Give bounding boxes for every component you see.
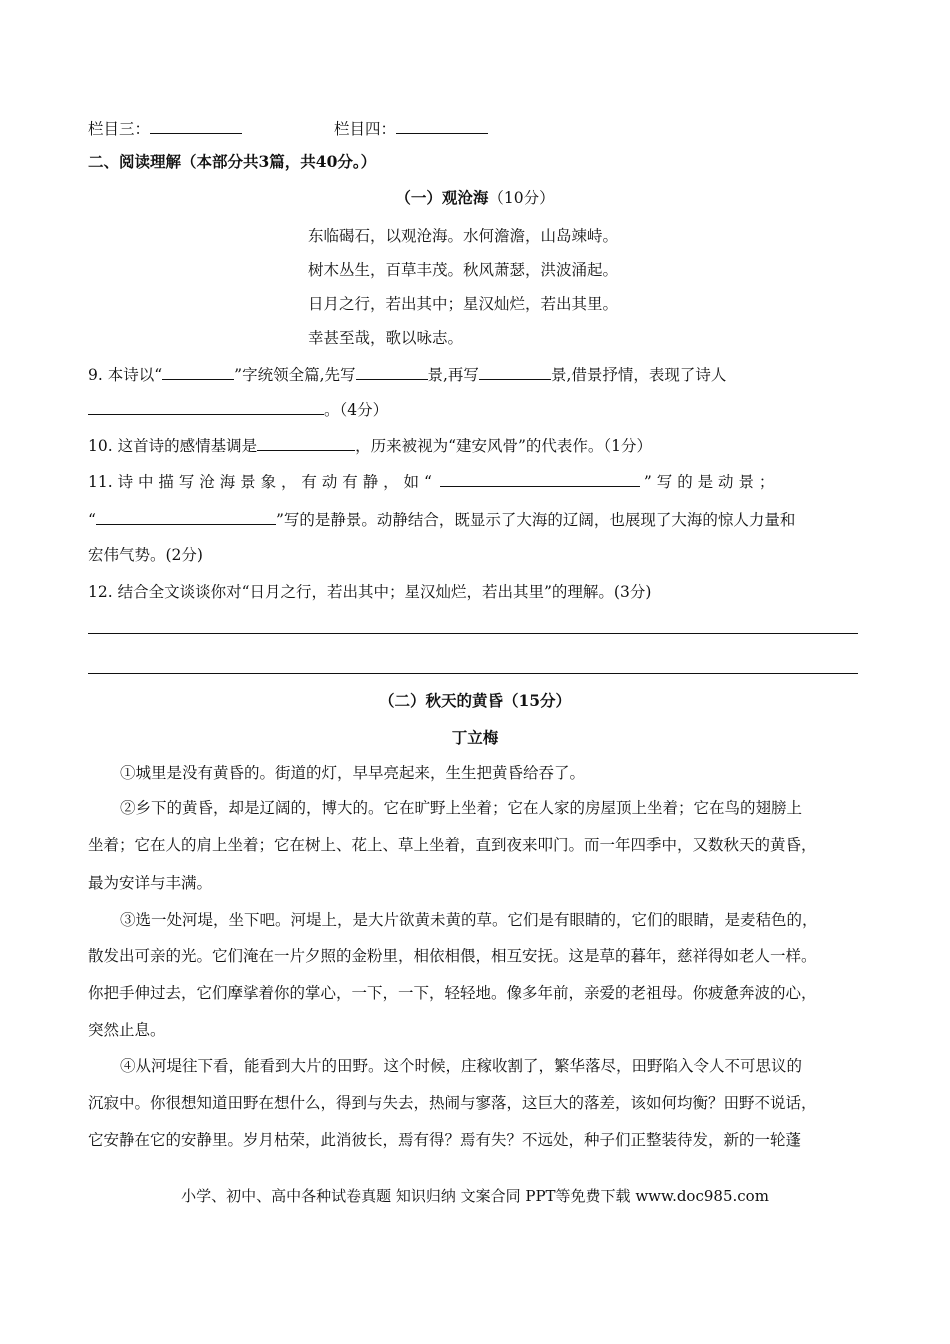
q10-blank[interactable] [257,433,355,451]
col3-blank[interactable] [150,116,242,134]
essay-line: 最为安详与丰满。 [88,874,213,892]
col4-blank[interactable] [396,116,488,134]
essay-heading: （二）秋天的黄昏（15分） [378,691,572,710]
essay-author: 丁立梅 [451,728,499,747]
question-11 [88,469,863,493]
q11-text-b: ” 写 的 是 动 景 ； [643,473,775,491]
q9-blank-1[interactable] [162,362,234,380]
col3-label: 栏目三： [88,120,151,138]
q11-text-d: ”写的是静景。动静结合，既显示了大海的辽阔，也展现了大海的惊人力量和 [275,511,796,529]
essay-line: ①城里是没有黄昏的。街道的灯，早早亮起来，生生把黄昏给吞了。 [120,764,586,782]
q9-blank-2[interactable] [356,362,428,380]
question-11-cont [88,507,863,531]
q9-text-e: 。（4分） [324,401,389,419]
answer-line[interactable] [88,672,858,674]
col4-label: 栏目四： [334,120,397,138]
essay-line: 沉寂中。你很想知道田野在想什么，得到与失去，热闹与寥落，这巨大的落差，该如何均衡？田野不说话， [88,1094,817,1112]
q11-text-c: “ [88,511,96,529]
question-9-cont [88,397,863,421]
q9-text-d: 景,借景抒情，表现了诗人 [550,366,727,384]
q11-blank-1[interactable] [440,469,640,487]
poem-line: 日月之行，若出其中；星汉灿烂，若出其里。 [308,295,619,313]
essay-line: ②乡下的黄昏，却是辽阔的，博大的。它在旷野上坐着；它在人家的房屋顶上坐着；它在鸟的翅膀上 [120,799,803,817]
poem-heading [0,187,950,209]
essay-line: ③选一处河堤，坐下吧。河堤上，是大片欲黄未黄的草。它们是有眼睛的，它们的眼睛，是麦秸色的， [120,911,818,929]
q9-text-b: ”字统领全篇,先写 [234,366,356,384]
question-11-cont2: 宏伟气势。(2分) [88,546,203,564]
q11-blank-2[interactable] [96,507,276,525]
q9-blank-4[interactable] [88,397,324,415]
essay-line: ④从河堤往下看，能看到大片的田野。这个时候，庄稼收割了，繁华落尽，田野陷入令人不可思议的 [120,1057,803,1075]
section-title: 二、阅读理解（本部分共3篇，共40分。） [88,152,377,171]
poem-title: （一）观沧海 [395,188,489,207]
q9-text-a: 9. 本诗以“ [88,366,163,384]
essay-line: 坐着；它在人的肩上坐着；它在树上、花上、草上坐着，直到夜来叩门。而一年四季中，又数秋天的黄昏， [88,836,817,854]
q9-blank-3[interactable] [479,362,551,380]
essay-line: 它安静在它的安静里。岁月枯荣，此消彼长，焉有得？焉有失？不远处，种子们正整装待发，新的一轮蓬 [88,1131,802,1149]
poem-line: 幸甚至哉，歌以咏志。 [308,329,464,347]
question-10 [88,433,863,457]
column-fields-line [88,116,863,140]
q10-text-a: 10. 这首诗的感情基调是 [88,437,258,455]
page-footer: 小学、初中、高中各种试卷真题 知识归纳 文案合同 PPT等免费下载 www.doc985.com [181,1187,769,1205]
poem-score: （10分） [488,189,555,207]
q11-text-a: 11. 诗 中 描 写 沧 海 景 象 ， 有 动 有 静 ， 如 “ [88,473,432,491]
poem-line: 树木丛生，百草丰茂。秋风萧瑟，洪波涌起。 [308,261,619,279]
question-12: 12. 结合全文谈谈你对“日月之行，若出其中；星汉灿烂，若出其里”的理解。(3分) [88,583,652,601]
essay-line: 突然止息。 [88,1021,166,1039]
q9-text-c: 景,再写 [427,366,479,384]
q10-text-b: ，历来被视为“建安风骨”的代表作。（1分） [355,437,653,455]
poem-line: 东临碣石，以观沧海。水何澹澹，山岛竦峙。 [308,227,619,245]
question-9 [88,362,863,386]
answer-line[interactable] [88,632,858,634]
essay-line: 散发出可亲的光。它们淹在一片夕照的金粉里，相依相偎，相互安抚。这是草的暮年，慈祥得如老人一样。 [88,947,817,965]
essay-line: 你把手伸过去，它们摩挲着你的掌心，一下，一下，轻轻地。像多年前，亲爱的老祖母。你疲惫奔波的心， [88,984,817,1002]
